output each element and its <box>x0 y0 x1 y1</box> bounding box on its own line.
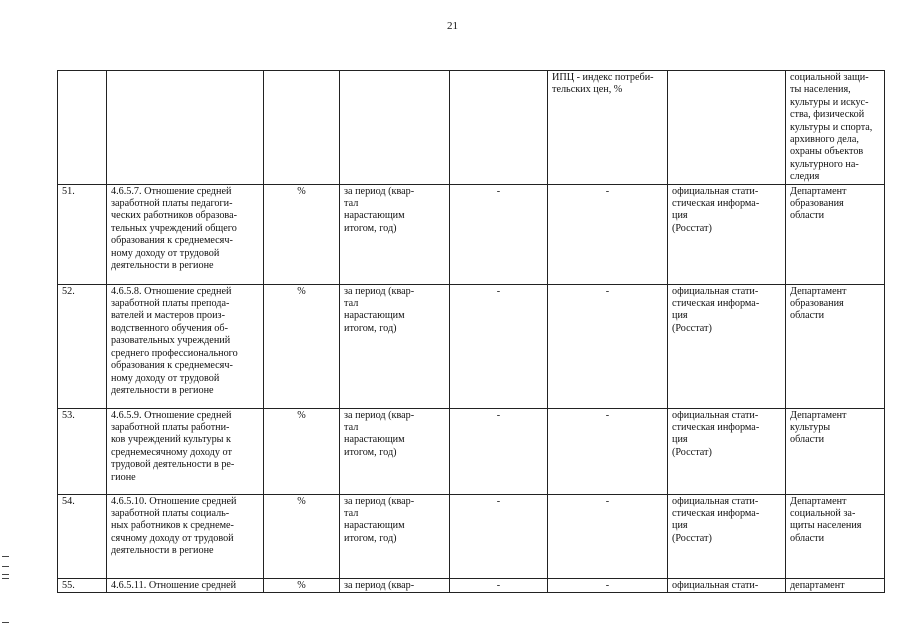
text-line: за период (квар- <box>344 409 415 421</box>
text-line: тельных учреждений общего <box>111 222 237 234</box>
text-line: стическая информа- <box>672 422 760 434</box>
header-responsible-cell <box>786 71 885 185</box>
source-cell <box>668 184 786 284</box>
text-line: официальная стати- <box>672 285 759 297</box>
text-line: официальная стати- <box>672 579 759 591</box>
row-number: 55. <box>58 578 107 592</box>
header-cell <box>264 71 340 185</box>
responsible-cell <box>786 284 885 408</box>
unit-cell: % <box>264 494 340 578</box>
page-number: 21 <box>447 20 458 32</box>
text-line: щиты населения <box>790 520 862 532</box>
text-line: заработной платы социаль- <box>111 508 230 520</box>
text-line: за период (квар- <box>344 579 415 591</box>
text-line: социальной защи- <box>790 72 869 83</box>
table-row <box>58 494 885 578</box>
text-line: разовательных учреждений <box>111 335 231 347</box>
text-line: 4.6.5.9. Отношение средней <box>111 409 232 421</box>
unit-cell: % <box>264 578 340 592</box>
dash-cell: - <box>450 578 548 592</box>
period-cell <box>340 578 450 592</box>
text-line: следия <box>790 171 820 183</box>
text-line: Департамент <box>790 185 847 197</box>
text-line: тал <box>344 508 359 520</box>
text-line: тал <box>344 422 359 434</box>
text-line: социальной за- <box>790 508 856 520</box>
table-row <box>58 284 885 408</box>
period-cell <box>340 284 450 408</box>
text-line: культуры и спорта, <box>790 121 873 133</box>
text-line: области <box>790 210 825 222</box>
period-cell <box>340 408 450 494</box>
text-line: за период (квар- <box>344 495 415 507</box>
dash-cell: - <box>450 408 548 494</box>
text-line: нарастающим <box>344 210 405 222</box>
text-line: вателей и мастеров произ- <box>111 310 225 322</box>
period-cell <box>340 184 450 284</box>
margin-mark <box>2 556 9 557</box>
text-line: среднего профессионального <box>111 347 238 359</box>
text-line: итогом, год) <box>344 532 397 544</box>
header-cell <box>340 71 450 185</box>
unit-cell: % <box>264 408 340 494</box>
margin-mark <box>2 622 9 623</box>
text-line: Департамент <box>790 285 847 297</box>
text-line: области <box>790 434 825 446</box>
text-line: образования к среднемесяч- <box>111 360 233 372</box>
text-line: ных работников к среднеме- <box>111 520 234 532</box>
text-line: ческих работников образова- <box>111 210 237 222</box>
dash-cell: - <box>450 184 548 284</box>
table-row <box>58 408 885 494</box>
indicator-description <box>107 408 264 494</box>
text-line: стическая информа- <box>672 198 760 210</box>
dash-cell: - <box>548 578 668 592</box>
source-cell <box>668 408 786 494</box>
dash-cell: - <box>548 494 668 578</box>
text-line: за период (квар- <box>344 185 415 197</box>
text-line: стическая информа- <box>672 508 760 520</box>
header-cpi-cell: ИПЦ - индекс потреби-тельских цен, % <box>548 71 668 185</box>
text-line: нарастающим <box>344 310 405 322</box>
text-line: гионе <box>111 471 136 483</box>
text-line: 4.6.5.11. Отношение средней <box>111 579 237 591</box>
unit-cell: % <box>264 184 340 284</box>
source-cell <box>668 284 786 408</box>
margin-mark <box>2 578 9 579</box>
dash-cell: - <box>548 284 668 408</box>
text-line: области <box>790 532 825 544</box>
text-line: культуры <box>790 422 831 434</box>
text-line: ция <box>672 520 688 532</box>
text-line: заработной платы педагоги- <box>111 198 233 210</box>
header-cell <box>450 71 548 185</box>
text-line: итогом, год) <box>344 222 397 234</box>
indicator-description <box>107 284 264 408</box>
text-line: заработной платы работни- <box>111 422 230 434</box>
table-row <box>58 184 885 284</box>
text-line: итогом, год) <box>344 446 397 458</box>
table-header-row <box>58 71 885 185</box>
text-line: официальная стати- <box>672 185 759 197</box>
text-line: ному доходу от трудовой <box>111 372 220 384</box>
text-line: образования <box>790 298 844 310</box>
dash-cell: - <box>548 408 668 494</box>
header-cell <box>668 71 786 185</box>
text-line: 4.6.5.8. Отношение средней <box>111 285 232 297</box>
text-line: (Росстат) <box>672 222 712 234</box>
text-line: 4.6.5.10. Отношение средней <box>111 495 237 507</box>
text-line: официальная стати- <box>672 409 759 421</box>
text-line: области <box>790 310 825 322</box>
indicator-description <box>107 184 264 284</box>
text-line: ты населения, <box>790 84 851 96</box>
responsible-cell <box>786 578 885 592</box>
text-line: (Росстат) <box>672 322 712 334</box>
text-line: ства, физической <box>790 109 865 121</box>
source-cell <box>668 494 786 578</box>
text-line: культурного на- <box>790 158 859 170</box>
text-line: сячному доходу от трудовой <box>111 532 234 544</box>
text-line: департамент <box>790 579 845 591</box>
text-line: заработной платы препода- <box>111 298 230 310</box>
text-line: нарастающим <box>344 520 405 532</box>
text-line: нарастающим <box>344 434 405 446</box>
text-line: образования <box>790 198 844 210</box>
text-line: архивного дела, <box>790 134 859 146</box>
header-cell <box>107 71 264 185</box>
text-line: ков учреждений культуры к <box>111 434 231 446</box>
margin-mark <box>2 574 9 575</box>
text-line: ция <box>672 210 688 222</box>
text-line: деятельности в регионе <box>111 384 214 396</box>
text-line: деятельности в регионе <box>111 260 214 272</box>
text-line: официальная стати- <box>672 495 759 507</box>
indicator-description <box>107 494 264 578</box>
indicators-table <box>57 70 885 593</box>
text-line: охраны объектов <box>790 146 864 158</box>
text-line: среднемесячному доходу от <box>111 446 232 458</box>
text-line: тал <box>344 198 359 210</box>
text-line: Департамент <box>790 495 847 507</box>
row-number: 52. <box>58 284 107 408</box>
responsible-cell <box>786 184 885 284</box>
text-line: 4.6.5.7. Отношение средней <box>111 185 232 197</box>
text-line: ция <box>672 310 688 322</box>
text-line: (Росстат) <box>672 446 712 458</box>
text-line: ция <box>672 434 688 446</box>
text-line: водственного обучения об- <box>111 322 228 334</box>
margin-mark <box>2 566 9 567</box>
text-line: трудовой деятельности в ре- <box>111 459 235 471</box>
source-cell <box>668 578 786 592</box>
dash-cell: - <box>450 284 548 408</box>
responsible-cell <box>786 408 885 494</box>
text-line: стическая информа- <box>672 298 760 310</box>
text-line: итогом, год) <box>344 322 397 334</box>
text-line: тал <box>344 298 359 310</box>
indicator-description <box>107 578 264 592</box>
text-line: образования к среднемесяч- <box>111 235 233 247</box>
period-cell <box>340 494 450 578</box>
unit-cell: % <box>264 284 340 408</box>
dash-cell: - <box>548 184 668 284</box>
table-row <box>58 578 885 592</box>
text-line: за период (квар- <box>344 285 415 297</box>
dash-cell: - <box>450 494 548 578</box>
text-line: Департамент <box>790 409 847 421</box>
text-line: деятельности в регионе <box>111 545 214 557</box>
row-number: 51. <box>58 184 107 284</box>
row-number: 54. <box>58 494 107 578</box>
row-number: 53. <box>58 408 107 494</box>
responsible-cell <box>786 494 885 578</box>
header-cell <box>58 71 107 185</box>
text-line: (Росстат) <box>672 532 712 544</box>
text-line: культуры и искус- <box>790 96 869 108</box>
text-line: ному доходу от трудовой <box>111 247 220 259</box>
